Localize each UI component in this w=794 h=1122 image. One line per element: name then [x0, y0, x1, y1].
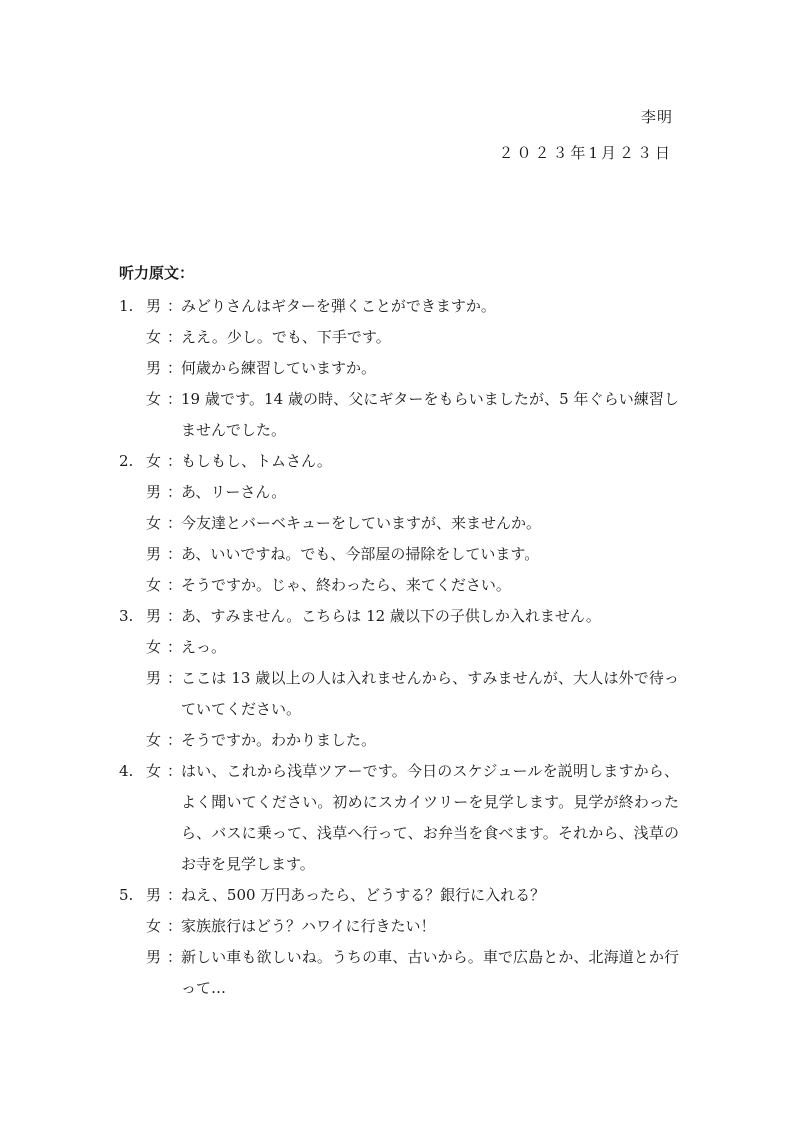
dialogue-text: 今友達とバーベキューをしていますが、来ませんか。 [181, 514, 542, 532]
dialogue-line [119, 353, 679, 384]
speaker-label: 女 [146, 731, 162, 749]
speaker-colon: ： [167, 669, 183, 687]
dialogue-line [119, 384, 679, 446]
dialogue-line [119, 725, 679, 756]
transcript-item [119, 291, 679, 446]
dialogue-line [119, 942, 679, 1004]
dialogue-line [119, 446, 679, 477]
dialogue-line [119, 632, 679, 663]
dialogue-line [119, 663, 679, 725]
dialogue-text: えっ。 [181, 638, 227, 656]
dialogue-line [119, 911, 679, 942]
transcript-item [119, 446, 679, 601]
dialogue-text: 家族旅行はどう？ハワイに行きたい！ [181, 917, 436, 935]
item-number: 5. [119, 886, 134, 904]
speaker-colon: ： [167, 576, 183, 594]
speaker-label: 男 [146, 359, 162, 377]
speaker-label: 男 [146, 886, 162, 904]
dialogue-line [119, 322, 679, 353]
speaker-colon: ： [167, 762, 183, 780]
item-number: 3. [119, 607, 134, 625]
dialogue-line [119, 508, 679, 539]
speaker-label: 女 [146, 917, 162, 935]
dialogue-text: ねえ、500 万円あったら、どうする？銀行に入れる？ [181, 886, 546, 904]
dialogue-text: はい、これから浅草ツアーです。今日のスケジュールを説明しますから、よく聞いてください。初めにスカイツリーを見学します。見学が終わったら、バスに乗って、浅草へ行って、お弁当を食べます。それから、浅草のお寺を見学します。 [181, 762, 679, 873]
speaker-colon: ： [167, 390, 183, 408]
dialogue-line [119, 477, 679, 508]
speaker-label: 男 [146, 607, 162, 625]
speaker-colon: ： [167, 328, 183, 346]
speaker-colon: ： [167, 452, 183, 470]
speaker-colon: ： [167, 483, 183, 501]
dialogue-line [119, 570, 679, 601]
speaker-label: 女 [146, 576, 162, 594]
speaker-colon: ： [167, 917, 183, 935]
dialogue-line [119, 539, 679, 570]
speaker-colon: ： [167, 545, 183, 563]
speaker-colon: ： [167, 948, 183, 966]
speaker-label: 女 [146, 452, 162, 470]
speaker-label: 女 [146, 762, 162, 780]
dialogue-line [119, 601, 679, 632]
dialogue-text: 19 歳です。14 歳の時、父にギターをもらいましたが、5 年ぐらい練習しませんでした。 [181, 390, 679, 439]
dialogue-text: もしもし、トムさん。 [181, 452, 332, 470]
speaker-colon: ： [167, 514, 183, 532]
dialogue-line [119, 291, 679, 322]
speaker-colon: ： [167, 359, 183, 377]
dialogue-line [119, 880, 679, 911]
transcript-content [119, 291, 679, 1004]
speaker-colon: ： [167, 297, 183, 315]
speaker-colon: ： [167, 607, 183, 625]
speaker-colon: ： [167, 638, 183, 656]
dialogue-text: そうですか。わかりました。 [181, 731, 377, 749]
dialogue-text: 何歳から練習していますか。 [181, 359, 377, 377]
speaker-colon: ： [167, 886, 183, 904]
item-number: 4. [119, 762, 134, 780]
dialogue-text: ええ。少し。でも、下手です。 [181, 328, 391, 346]
transcript-item [119, 601, 679, 756]
speaker-label: 女 [146, 390, 162, 408]
dialogue-text: あ、いいですね。でも、今部屋の掃除をしています。 [181, 545, 540, 563]
item-number: 2. [119, 452, 134, 470]
dialogue-text: あ、リーさん。 [181, 483, 287, 501]
speaker-label: 女 [146, 638, 162, 656]
dialogue-text: みどりさんはギターを弾くことができますか。 [181, 297, 496, 315]
speaker-label: 男 [146, 948, 162, 966]
document-date: ２０２３年1月２３日 [498, 144, 673, 162]
speaker-label: 男 [146, 297, 162, 315]
speaker-label: 女 [146, 514, 162, 532]
speaker-label: 男 [146, 483, 162, 501]
speaker-colon: ： [167, 731, 183, 749]
transcript-item [119, 880, 679, 1004]
speaker-label: 男 [146, 669, 162, 687]
dialogue-text: あ、すみません。こちらは 12 歳以下の子供しか入れません。 [181, 607, 601, 625]
transcript-item [119, 756, 679, 880]
item-number: 1. [119, 297, 134, 315]
dialogue-text: 新しい車も欲しいね。うちの車、古いから。車で広島とか、北海道とか行って… [181, 948, 679, 997]
dialogue-text: そうですか。じゃ、終わったら、来てください。 [181, 576, 511, 594]
speaker-label: 男 [146, 545, 162, 563]
section-title: 听力原文： [119, 264, 195, 282]
dialogue-line [119, 756, 679, 880]
author-name: 李明 [640, 108, 673, 126]
dialogue-text: ここは 13 歳以上の人は入れませんから、すみませんが、大人は外で待っていてください。 [181, 669, 679, 718]
speaker-label: 女 [146, 328, 162, 346]
